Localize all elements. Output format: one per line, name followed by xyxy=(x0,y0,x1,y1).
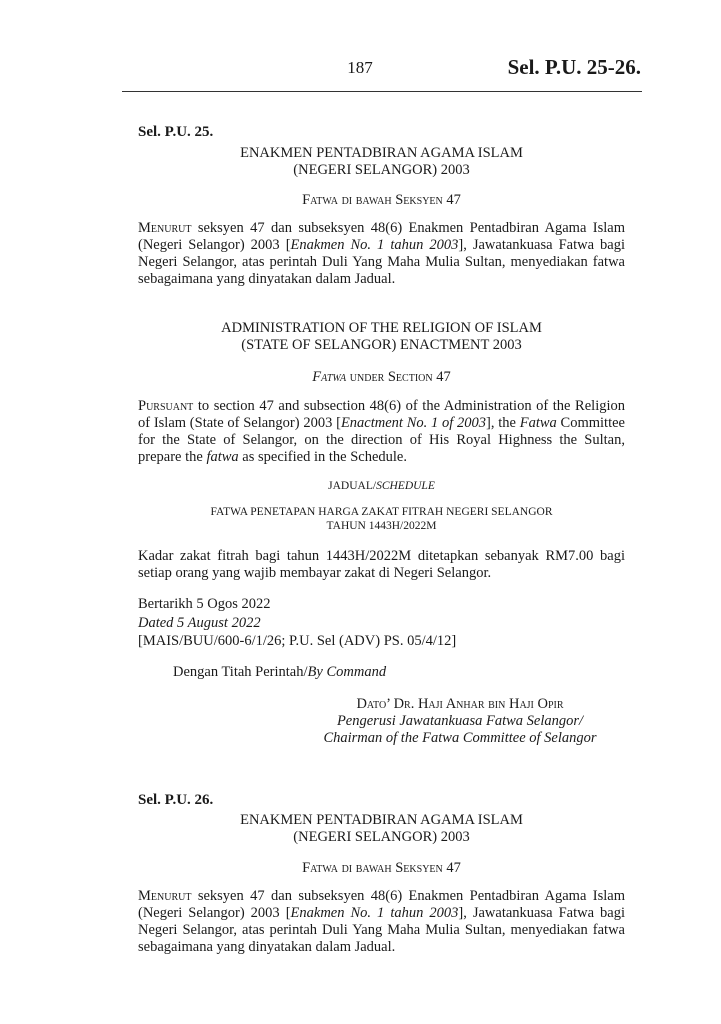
malay-paragraph-pu26: Menurut seksyen 47 dan subseksyen 48(6) Enakmen Pentadbiran Agama Islam (Negeri Selangor) 2003 [Enakmen No. 1 tahun 2003], Jawatankuasa Fatwa bagi Negeri Selangor, atas perintah Duli Yang Maha Mulia Sultan, menyediakan fatwa sebagaimana yang dinyatakan dalam Jadual. xyxy=(138,888,625,955)
schedule-label: JADUAL/SCHEDULE xyxy=(328,480,435,492)
command-line: Dengan Titah Perintah/By Command xyxy=(173,664,387,680)
english-title-line-1: ADMINISTRATION OF THE RELIGION OF ISLAM xyxy=(221,320,542,336)
malay-subtitle-pu26: Fatwa di bawah Seksyen 47 xyxy=(302,860,461,876)
page-number: 187 xyxy=(347,58,373,77)
malay-title-line-2: (NEGERI SELANGOR) 2003 xyxy=(293,829,470,845)
signatory-title-english: Chairman of the Fatwa Committee of Selangor xyxy=(323,730,597,746)
english-title-line-2: (STATE OF SELANGOR) ENACTMENT 2003 xyxy=(241,337,522,353)
malay-title-pu26 xyxy=(138,812,625,846)
english-paragraph-pu25: Pursuant to section 47 and subsection 48(6) of the Administration of the Religion of Islam (State of Selangor) 2003 [Enactment No. 1 of 2003], the Fatwa Committee for the State of Selangor, on the direction of His Royal Highness the Sultan, prepare the fatwa as specified in the Schedule. xyxy=(138,398,625,465)
malay-title-pu25 xyxy=(138,145,625,179)
header-reference: Sel. P.U. 25-26. xyxy=(507,55,641,79)
malay-subtitle-pu25: Fatwa di bawah Seksyen 47 xyxy=(302,192,461,208)
english-title-pu25 xyxy=(138,320,625,354)
malay-title-line-1: ENAKMEN PENTADBIRAN AGAMA ISLAM xyxy=(240,812,523,828)
para-lead: Menurut xyxy=(138,220,192,236)
para-lead: Pursuant xyxy=(138,398,194,414)
date-english: Dated 5 August 2022 xyxy=(138,615,261,631)
para-lead: Menurut xyxy=(138,888,192,904)
schedule-title: FATWA PENETAPAN HARGA ZAKAT FITRAH NEGERI SELANGOR TAHUN 1443H/2022M xyxy=(210,506,553,532)
schedule-text: Kadar zakat fitrah bagi tahun 1443H/2022M ditetapkan sebanyak RM7.00 bagi setiap orang yang wajib membayar zakat di Negeri Selangor. xyxy=(138,548,625,581)
signatory-title-malay: Pengerusi Jawatankuasa Fatwa Selangor/ xyxy=(336,713,584,729)
english-subtitle-pu25: Fatwa under Section 47 xyxy=(312,369,451,385)
malay-paragraph-pu25: Menurut seksyen 47 dan subseksyen 48(6) Enakmen Pentadbiran Agama Islam (Negeri Selangor) 2003 [Enakmen No. 1 tahun 2003], Jawatankuasa Fatwa bagi Negeri Selangor, atas perintah Duli Yang Maha Mulia Sultan, menyediakan fatwa sebagaimana yang dinyatakan dalam Jadual. xyxy=(138,220,625,287)
section-id-pu25: Sel. P.U. 25. xyxy=(138,124,214,140)
signatory-name: Dato’ Dr. Haji Anhar bin Haji Opir xyxy=(356,696,564,712)
header-rule xyxy=(122,91,642,92)
malay-title-line-1: ENAKMEN PENTADBIRAN AGAMA ISLAM xyxy=(240,145,523,161)
signature-block xyxy=(300,696,620,747)
reference-line: [MAIS/BUU/600-6/1/26; P.U. Sel (ADV) PS. 05/4/12] xyxy=(138,633,457,649)
date-malay: Bertarikh 5 Ogos 2022 xyxy=(138,596,271,612)
malay-title-line-2: (NEGERI SELANGOR) 2003 xyxy=(293,162,470,178)
section-id-pu26: Sel. P.U. 26. xyxy=(138,792,214,808)
